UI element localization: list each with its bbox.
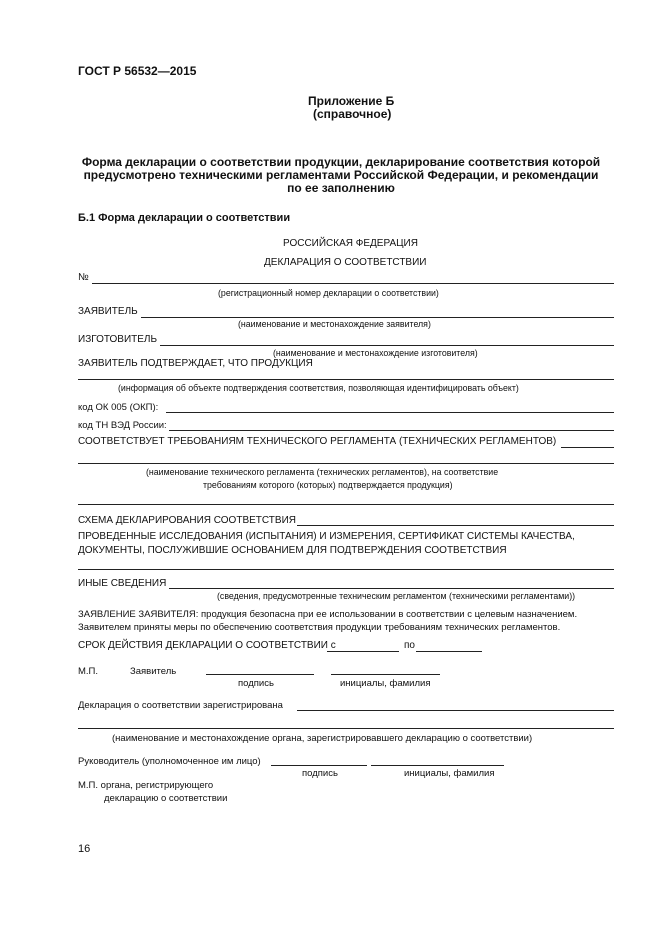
head-label: Руководитель (уполномоченное им лицо)	[78, 756, 261, 767]
other-label: ИНЫЕ СВЕДЕНИЯ	[78, 578, 167, 589]
regulation-hint-line2: требованиям которого (которых) подтверждается продукция)	[203, 480, 453, 490]
applicant-line[interactable]	[141, 317, 614, 318]
applicant-hint: (наименование и местонахождение заявителя)	[238, 319, 431, 329]
head-signature-line[interactable]	[271, 765, 367, 766]
doc-title-line2: предусмотрено техническими регламентами Российской Федерации, и рекомендации	[83, 168, 599, 182]
number-hint: (регистрационный номер декларации о соответствии)	[218, 288, 439, 298]
statement-line2: Заявителем приняты меры по обеспечению соответствия продукции требованиям технических регламентов.	[78, 622, 561, 633]
number-label: №	[78, 272, 89, 283]
manufacturer-hint: (наименование и местонахождение изготовителя)	[273, 348, 478, 358]
applicant-label: ЗАЯВИТЕЛЬ	[78, 306, 138, 317]
declaration-title: ДЕКЛАРАЦИЯ О СООТВЕТСТВИИ	[264, 257, 427, 268]
applicant-sign-label: Заявитель	[130, 666, 177, 677]
okp-label: код ОК 005 (ОКП):	[78, 402, 159, 413]
federation-title: РОССИЙСКАЯ ФЕДЕРАЦИЯ	[283, 238, 418, 249]
section-title: Б.1 Форма декларации о соответствии	[78, 212, 291, 224]
validity-to-label: по	[404, 640, 415, 651]
doc-title-line1: Форма декларации о соответствии продукции, декларирование соответствия которой	[81, 155, 601, 169]
manufacturer-label: ИЗГОТОВИТЕЛЬ	[78, 334, 158, 345]
registrar-hint: (наименование и местонахождение органа, зарегистрировавшего декларацию о соответствии)	[112, 733, 533, 744]
annex-title: Приложение Б	[308, 94, 395, 108]
regulation-extra-line[interactable]	[78, 504, 614, 505]
applicant-signature-line[interactable]	[206, 674, 314, 675]
doc-title-line3: по ее заполнению	[287, 181, 395, 195]
registrar-line[interactable]	[78, 728, 614, 729]
validity-to-line[interactable]	[416, 651, 482, 652]
regulation-line[interactable]	[78, 463, 614, 464]
stamp-label: М.П.	[78, 666, 99, 677]
other-line[interactable]	[169, 588, 614, 589]
other-hint: (сведения, предусмотренные техническим регламентом (техническими регламентами))	[217, 591, 576, 601]
page-number: 16	[78, 843, 91, 855]
scheme-label: СХЕМА ДЕКЛАРИРОВАНИЯ СООТВЕТСТВИЯ	[78, 515, 296, 526]
manufacturer-line[interactable]	[160, 345, 614, 346]
object-line[interactable]	[78, 379, 614, 380]
signature-hint: подпись	[238, 678, 274, 689]
confirms-label: ЗАЯВИТЕЛЬ ПОДТВЕРЖДАЕТ, ЧТО ПРОДУКЦИЯ	[78, 358, 313, 369]
registered-line[interactable]	[297, 710, 614, 711]
head-initials-line[interactable]	[371, 765, 504, 766]
registered-label: Декларация о соответствии зарегистрирована	[78, 700, 283, 711]
org-stamp-line2: декларацию о соответствии	[104, 793, 228, 804]
initials-hint: инициалы, фамилия	[340, 678, 431, 689]
scheme-line[interactable]	[297, 525, 614, 526]
statement-line1: ЗАЯВЛЕНИЕ ЗАЯВИТЕЛЯ: продукция безопасна при ее использовании в соответствии с целевым назначением.	[78, 609, 578, 620]
complies-line-end[interactable]	[561, 447, 614, 448]
head-initials-hint: инициалы, фамилия	[404, 768, 495, 779]
tnved-line[interactable]	[169, 430, 614, 431]
basis-line1: ПРОВЕДЕННЫЕ ИССЛЕДОВАНИЯ (ИСПЫТАНИЯ) И ИЗМЕРЕНИЯ, СЕРТИФИКАТ СИСТЕМЫ КАЧЕСТВА,	[78, 531, 575, 542]
annex-note: (справочное)	[313, 107, 392, 121]
basis-line2: ДОКУМЕНТЫ, ПОСЛУЖИВШИЕ ОСНОВАНИЕМ ДЛЯ ПОДТВЕРЖДЕНИЯ СООТВЕТСТВИЯ	[78, 545, 507, 556]
number-line[interactable]	[92, 283, 614, 284]
basis-line[interactable]	[78, 569, 614, 570]
standard-id: ГОСТ Р 56532—2015	[78, 64, 197, 78]
org-stamp-line1: М.П. органа, регистрирующего	[78, 780, 214, 791]
okp-line[interactable]	[166, 412, 614, 413]
validity-label: СРОК ДЕЙСТВИЯ ДЕКЛАРАЦИИ О СООТВЕТСТВИИ с	[78, 640, 336, 651]
regulation-hint-line1: (наименование технического регламента (технических регламентов), на соответствие	[146, 467, 499, 477]
tnved-label: код ТН ВЭД России:	[78, 420, 167, 431]
applicant-initials-line[interactable]	[331, 674, 440, 675]
validity-from-line[interactable]	[327, 651, 399, 652]
object-hint: (информация об объекте подтверждения соответствия, позволяющая идентифицировать объект)	[118, 383, 519, 393]
complies-label: СООТВЕТСТВУЕТ ТРЕБОВАНИЯМ ТЕХНИЧЕСКОГО РЕГЛАМЕНТА (ТЕХНИЧЕСКИХ РЕГЛАМЕНТОВ)	[78, 436, 557, 447]
head-signature-hint: подпись	[302, 768, 338, 779]
